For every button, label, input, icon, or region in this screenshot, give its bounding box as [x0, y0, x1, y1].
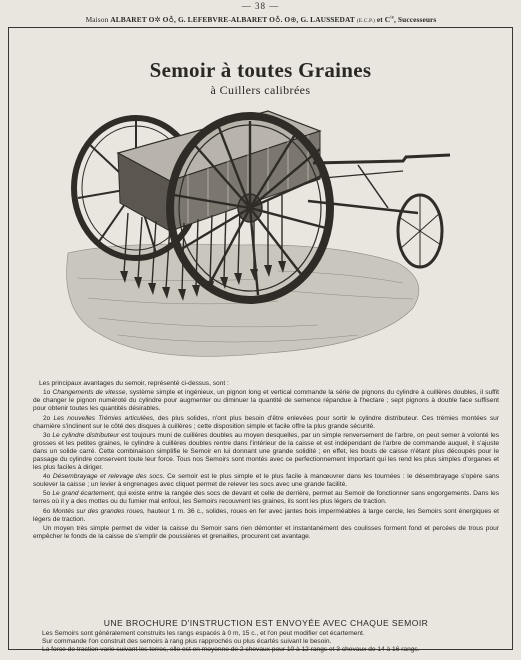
item-text: des plus solides, n'ont plus besoin d'être enlevées pour sortir le cylindre distributeur. Ces trémies montées sur charnière s'inclinent sur le côté des disques à cuillères ; cette disposition simple et facile offre la plus grande sécurité.: [33, 414, 499, 430]
advantage-item: [33, 415, 499, 431]
item-number: 6o: [43, 507, 53, 515]
maison-name-3: , G. LAUSSEDAT: [296, 15, 355, 24]
medal-icon: ♁: [168, 15, 175, 24]
brochure-notice: UNE BROCHURE D'INSTRUCTION EST ENVOYÉE AVEC CHAQUE SEMOIR: [103, 618, 429, 628]
item-heading: Le cylindre distributeur: [52, 431, 120, 439]
advantages-text: [33, 380, 499, 542]
seed-drill-illustration: [58, 103, 468, 378]
maison-header: [16, 15, 506, 24]
item-number: 3o: [43, 431, 53, 439]
advantage-item: [33, 389, 499, 413]
item-heading: Changements de vitesse,: [52, 389, 128, 397]
footer-notes: [42, 630, 497, 654]
maison-name-2b: . O: [280, 15, 291, 24]
item-heading: Les nouvelles Trémies articulées,: [53, 414, 155, 422]
maison-name-1b: O: [162, 15, 169, 24]
item-text: Ce semoir est le plus simple et le plus facile à manœuvrer dans les tournées : le désembrayage s'opère sans soulever la caisse ; un levier à engrenages avec cliquet permet de relever les socs avec une grande facilité.: [33, 472, 500, 488]
ecp-label: (E.C.P.): [356, 18, 375, 24]
item-heading: Montés sur des grandes roues,: [52, 507, 145, 515]
page-number: — 38 —: [241, 1, 280, 11]
star-icon: ✲: [154, 15, 161, 24]
page-subtitle: à Cuillers calibrées: [210, 83, 311, 97]
advantage-item: [33, 508, 499, 524]
closing-paragraph: Un moyen très simple permet de vider la caisse du Semoir sans rien démonter et instantanément des coulisses forment fond et percées de trous pour empêcher le fonds de la caisse de s'emplir de poussières et grenailles, procurent cet avantage.: [33, 524, 499, 540]
item-number: 4o: [43, 472, 53, 480]
item-heading: Le grand écartement,: [52, 490, 116, 498]
advantage-item: [33, 432, 499, 472]
footer-line: Les Semoirs sont généralement construits les rangs espacés à 0 m, 15 c., et l'on peut modifier cet écartement.: [42, 630, 365, 637]
item-text: est toujours muni de cuillères doubles au moyen desquelles, par un simple renversement de l'arbre, on peut semer à volonté les grosses et les petites graines, le cylindre à cuillères doubles rentre dans l'intérieur de la caisse et est indépendant de l'arbre de commande auquel, il s'ajuste dans un solide carré. Cette combinaison simplifie le Semoir en lui donnant une grande solidité ; en effet, les bouts de caisse n'étant plus découpés pour le passage du cylindre conservent toute leur force. Tous nos Semoirs sont montés avec ce perfectionnement important qui les rend les plus simples d'organes et les plus faciles à diriger.: [33, 431, 499, 471]
footer-line: Sur commande l'on construit des semoirs à rang plus rapprochés ou plus écartés suivant le besoin.: [42, 637, 332, 645]
item-number: 2o: [43, 414, 54, 422]
cross-icon: ⊕: [290, 15, 297, 24]
maison-et: et C: [376, 15, 391, 24]
item-text: qui existe entre la rangée des socs de devant et celle de derrière, permet au Semoir de fonctionner sans engorgements. Dans les terres où il y a des mottes ou du fumier mal enfoui, les Semoirs recouvrent les graines, ils sont les plus légers de traction.: [33, 490, 499, 506]
maison-label: Maison: [85, 15, 109, 24]
maison-name-1: ALBARET O: [110, 15, 155, 24]
item-number: 5o: [43, 490, 53, 498]
maison-successeurs: , Successeurs: [394, 15, 437, 24]
maison-ie: ie: [390, 15, 395, 21]
item-heading: Désembrayage et relevage des socs.: [52, 472, 165, 480]
page-title: Semoir à toutes Graines: [149, 58, 372, 82]
advantage-item: [33, 473, 499, 489]
intro-paragraph: Les principaux avantages du semoir, représenté ci-dessus, sont :: [39, 380, 229, 387]
advantage-item: [33, 490, 499, 506]
item-text: système simple et ingénieux, un pignon long et vertical commande la série de pignons du cylindre à cuillères doubles, il suffit de changer le pignon numéroté du cylindre pour augmenter ou diminuer la quantité de semence répandue à l'hectare ; sept pignons à double face suffisent pour obtenir toutes les quantités désirables.: [33, 389, 499, 413]
medal-icon-2: ♁: [274, 15, 281, 24]
footer-line: La force de traction varie suivant les terres, elle est en moyenne de 2 chevaux pour 10 à 12 rangs et 3 chevaux de 14 à 16 rangs.: [42, 645, 420, 653]
item-text: hauteur 1 m. 36 c., solides, roues en fer avec jantes bois imperméables à large cercle, les Semoirs sont énergiques et légers de traction.: [33, 507, 500, 523]
item-number: 1o: [43, 389, 53, 397]
maison-name-2: , G. LEFEBVRE-ALBARET O: [174, 15, 275, 24]
front-wheel: [398, 195, 442, 267]
